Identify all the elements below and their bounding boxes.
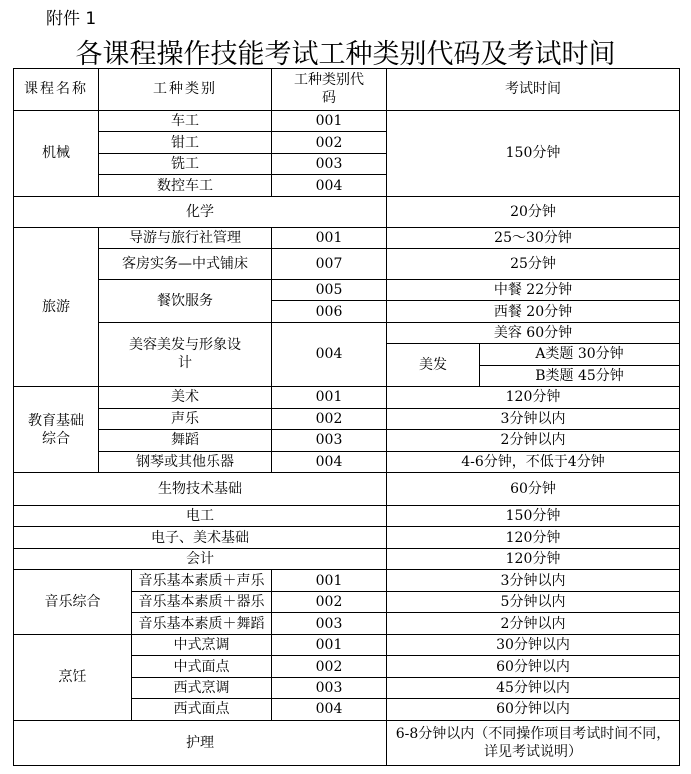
table-header-row bbox=[14, 69, 680, 111]
table-row bbox=[14, 548, 680, 569]
table-row bbox=[14, 451, 680, 472]
exam-table bbox=[13, 68, 680, 766]
header-trade: 工种类别 bbox=[99, 69, 272, 111]
table-row bbox=[14, 527, 680, 548]
course-cell: 会计 bbox=[14, 548, 387, 569]
trade-cell: 数控车工 bbox=[99, 175, 272, 196]
time-cell: 25～30分钟 bbox=[387, 227, 680, 248]
time-cell: 2分钟以内 bbox=[387, 430, 680, 451]
trade-cell: 西式面点 bbox=[132, 699, 272, 720]
table-row bbox=[14, 387, 680, 408]
time-cell: 120分钟 bbox=[387, 527, 680, 548]
time-cell: 美容 60分钟 bbox=[387, 322, 680, 343]
trade-cell: 钳工 bbox=[99, 132, 272, 153]
code-cell: 003 bbox=[272, 613, 387, 634]
table-row bbox=[14, 279, 680, 300]
table-row bbox=[14, 430, 680, 451]
course-cell: 机械 bbox=[14, 110, 99, 196]
time-cell: 150分钟 bbox=[387, 110, 680, 196]
time-cell: 3分钟以内 bbox=[387, 570, 680, 591]
course-cell: 电工 bbox=[14, 505, 387, 526]
time-cell: 2分钟以内 bbox=[387, 613, 680, 634]
trade-cell: 声乐 bbox=[99, 408, 272, 429]
code-cell: 002 bbox=[272, 656, 387, 677]
time-cell: 4-6分钟，不低于4分钟 bbox=[387, 451, 680, 472]
time-cell: 6-8分钟以内（不同操作项目考试时间不同，详见考试说明） bbox=[387, 720, 680, 765]
course-cell: 教育基础综合 bbox=[14, 387, 99, 473]
time-cell: A类题 30分钟 bbox=[480, 344, 680, 365]
trade-cell: 西式烹调 bbox=[132, 677, 272, 698]
time-cell: 120分钟 bbox=[387, 548, 680, 569]
time-cell: 150分钟 bbox=[387, 505, 680, 526]
trade-cell: 钢琴或其他乐器 bbox=[99, 451, 272, 472]
time-cell: 45分钟以内 bbox=[387, 677, 680, 698]
code-cell: 004 bbox=[272, 175, 387, 196]
code-cell: 002 bbox=[272, 408, 387, 429]
code-cell: 004 bbox=[272, 451, 387, 472]
trade-cell: 导游与旅行社管理 bbox=[99, 227, 272, 248]
page-title: 各课程操作技能考试工种类别代码及考试时间 bbox=[75, 39, 616, 70]
code-cell: 006 bbox=[272, 301, 387, 322]
time-cell: 西餐 20分钟 bbox=[387, 301, 680, 322]
code-cell: 003 bbox=[272, 677, 387, 698]
time-cell: 中餐 22分钟 bbox=[387, 279, 680, 300]
table-row bbox=[14, 570, 680, 591]
code-cell: 001 bbox=[272, 387, 387, 408]
course-cell: 旅游 bbox=[14, 227, 99, 387]
code-cell: 001 bbox=[272, 227, 387, 248]
code-cell: 001 bbox=[272, 110, 387, 131]
meifa-label: 美发 bbox=[387, 344, 480, 387]
course-cell: 化学 bbox=[14, 196, 387, 227]
code-cell: 005 bbox=[272, 279, 387, 300]
time-cell: 60分钟以内 bbox=[387, 699, 680, 720]
code-cell: 001 bbox=[272, 634, 387, 655]
trade-cell: 音乐基本素质＋舞蹈 bbox=[132, 613, 272, 634]
course-cell: 生物技术基础 bbox=[14, 473, 387, 506]
header-code: 工种类别代码 bbox=[272, 69, 387, 111]
code-cell: 002 bbox=[272, 591, 387, 612]
code-cell: 001 bbox=[272, 570, 387, 591]
course-cell: 护理 bbox=[14, 720, 387, 765]
time-cell: 30分钟以内 bbox=[387, 634, 680, 655]
table-row bbox=[14, 408, 680, 429]
time-cell: 25分钟 bbox=[387, 249, 680, 280]
time-cell: 60分钟以内 bbox=[387, 656, 680, 677]
course-cell: 电子、美术基础 bbox=[14, 527, 387, 548]
attachment-label: 附件 1 bbox=[46, 9, 97, 29]
table-row bbox=[14, 322, 680, 343]
time-cell: 60分钟 bbox=[387, 473, 680, 506]
time-cell: 20分钟 bbox=[387, 196, 680, 227]
table-row bbox=[14, 227, 680, 248]
time-cell: 3分钟以内 bbox=[387, 408, 680, 429]
time-cell: B类题 45分钟 bbox=[480, 365, 680, 386]
trade-cell: 美术 bbox=[99, 387, 272, 408]
trade-cell: 中式面点 bbox=[132, 656, 272, 677]
time-cell: 5分钟以内 bbox=[387, 591, 680, 612]
code-cell: 002 bbox=[272, 132, 387, 153]
trade-cell: 车工 bbox=[99, 110, 272, 131]
code-cell: 003 bbox=[272, 430, 387, 451]
course-cell: 烹饪 bbox=[14, 634, 132, 720]
header-course: 课程名称 bbox=[14, 69, 99, 111]
table-row bbox=[14, 249, 680, 280]
table-row bbox=[14, 473, 680, 506]
table-row bbox=[14, 196, 680, 227]
table-row bbox=[14, 634, 680, 655]
code-cell: 007 bbox=[272, 249, 387, 280]
code-cell: 004 bbox=[272, 322, 387, 386]
table-row bbox=[14, 110, 680, 131]
table-row bbox=[14, 505, 680, 526]
header-time: 考试时间 bbox=[387, 69, 680, 111]
course-cell: 音乐综合 bbox=[14, 570, 132, 634]
trade-cell: 美容美发与形象设计 bbox=[99, 322, 272, 386]
trade-cell: 音乐基本素质＋器乐 bbox=[132, 591, 272, 612]
trade-cell: 客房实务—中式铺床 bbox=[99, 249, 272, 280]
code-cell: 004 bbox=[272, 699, 387, 720]
trade-cell: 舞蹈 bbox=[99, 430, 272, 451]
trade-cell: 音乐基本素质＋声乐 bbox=[132, 570, 272, 591]
trade-cell: 餐饮服务 bbox=[99, 279, 272, 322]
table-row bbox=[14, 720, 680, 765]
time-cell: 120分钟 bbox=[387, 387, 680, 408]
trade-cell: 中式烹调 bbox=[132, 634, 272, 655]
trade-cell: 铣工 bbox=[99, 153, 272, 174]
code-cell: 003 bbox=[272, 153, 387, 174]
